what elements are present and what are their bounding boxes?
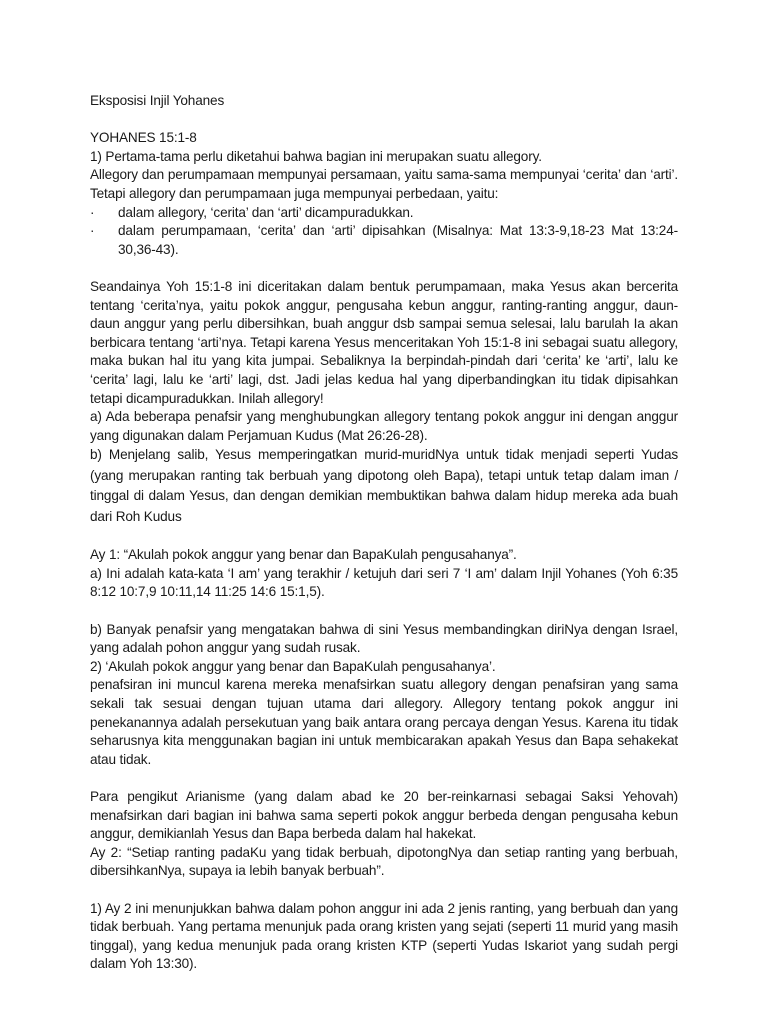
verse-2-heading: Ay 2: “Setiap ranting padaKu yang tidak berbuah, dipotongNya dan setiap ranting yang berbuah, dibersihkanNya, supaya ia lebih banyak berbuah”.: [90, 844, 678, 879]
bullet-text: dalam perumpamaan, ‘cerita’ dan ‘arti’ dipisahkan (Misalnya: Mat 13:3-9,18-23 Mat 13:24-30,36-43).: [118, 223, 678, 257]
bullet-text: dalam allegory, ‘cerita’ dan ‘arti’ dicampuradukkan.: [118, 204, 414, 220]
paragraph-allegory-definition: Allegory dan perumpamaan mempunyai persamaan, yaitu sama-sama mempunyai ‘cerita’ dan ‘arti’. Tetapi allegory dan perumpamaan juga mempunyai perbedaan, yaitu:: [90, 167, 678, 201]
bullet-item: [90, 222, 678, 259]
spacer: [90, 111, 678, 130]
document-title: Eksposisi Injil Yohanes: [90, 93, 225, 108]
spacer: [90, 881, 678, 900]
paragraph-seandainya: Seandainya Yoh 15:1-8 ini diceritakan dalam bentuk perumpamaan, maka Yesus akan bercerita tentang ‘cerita’nya, yaitu pokok anggur, pengusaha kebun anggur, ranting-ranting anggur, daun-daun anggur yang perlu dibersihkan, buah anggur dsb sampai semua selesai, lalu barulah Ia akan berbicara tentang ‘arti’nya. Tetapi karena Yesus menceritakan Yoh 15:1-8 ini sebagai suatu allegory, maka bukan hal itu yang kita jumpai. Sebaliknya Ia berpindah-pindah dari ‘cerita’ ke ‘arti’, lalu ke ‘cerita’ lagi, lalu ke ‘arti’ lagi, dst. Jadi jelas kedua hal yang diperbandingkan itu tidak dipisahkan tetapi dicampuradukkan. Inilah allegory!: [90, 278, 678, 406]
spacer: [90, 769, 678, 788]
bullet-dot: ·: [90, 223, 95, 239]
paragraph-penafsiran: penafsiran ini muncul karena mereka menafsirkan suatu allegory dengan penafsiran yang sama sekali tak sesuai dengan tujuan utama dari allegory. Allegory tentang pokok anggur ini penekanannya adalah persekutuan yang baik antara orang percaya dengan Yesus. Karena itu tidak seharusnya kita menggunakan bagian ini untuk membicarakan apakah Yesus dan Bapa sehakekat atau tidak.: [90, 677, 678, 767]
spacer: [90, 602, 678, 621]
point-b-israel: b) Banyak penafsir yang mengatakan bahwa di sini Yesus membandingkan diriNya dengan Israel, yang adalah pohon anggur yang sudah rusak.: [90, 621, 678, 656]
spacer: [90, 528, 678, 547]
spacer: [90, 259, 678, 278]
point-1: 1) Pertama-tama perlu diketahui bahwa bagian ini merupakan suatu allegory.: [90, 148, 542, 164]
bullet-dot: ·: [90, 204, 95, 220]
document-page: [90, 92, 678, 974]
section-heading: YOHANES 15:1-8: [90, 130, 197, 146]
bullet-item: [90, 204, 678, 223]
point-1-ranting: 1) Ay 2 ini menunjukkan bahwa dalam pohon anggur ini ada 2 jenis ranting, yang berbuah dan yang tidak berbuah. Yang pertama menunjuk pada orang kristen yang sejati (seperti 11 murid yang masih tinggal), yang kedua menunjuk pada orang kristen KTP (seperti Yudas Iskariot yang sudah pergi dalam Yoh 13:30).: [90, 900, 678, 972]
paragraph-arianisme: Para pengikut Arianisme (yang dalam abad ke 20 ber-reinkarnasi sebagai Saksi Yehovah) menafsirkan dari bagian ini bahwa sama seperti pokok anggur berbeda dengan pengusaha kebun anggur, demikianlah Yesus dan Bapa berbeda dalam hal hakekat.: [90, 788, 678, 842]
verse-1-heading: Ay 1: “Akulah pokok anggur yang benar dan BapaKulah pengusahanya”.: [90, 547, 517, 563]
point-2-quote: 2) ‘Akulah pokok anggur yang benar dan BapaKulah pengusahanya’.: [90, 658, 496, 674]
point-b-yudas: b) Menjelang salib, Yesus memperingatkan murid-muridNya untuk tidak menjadi seperti Yudas (yang merupakan ranting tak berbuah yang dipotong oleh Bapa), tetapi untuk tetap dalam iman / tinggal di dalam Yesus, dan dengan demikian membuktikan bahwa dalam hidup mereka ada buah dari Roh Kudus: [90, 447, 678, 525]
point-a-perjamuan: a) Ada beberapa penafsir yang menghubungkan allegory tentang pokok anggur ini dengan anggur yang digunakan dalam Perjamuan Kudus (Mat 26:26-28).: [90, 409, 678, 443]
point-a-i-am: a) Ini adalah kata-kata ‘I am’ yang terakhir / ketujuh dari seri 7 ‘I am’ dalam Injil Yohanes (Yoh 6:35 8:12 10:7,9 10:11,14 11:25 14:6 15:1,5).: [90, 565, 678, 600]
